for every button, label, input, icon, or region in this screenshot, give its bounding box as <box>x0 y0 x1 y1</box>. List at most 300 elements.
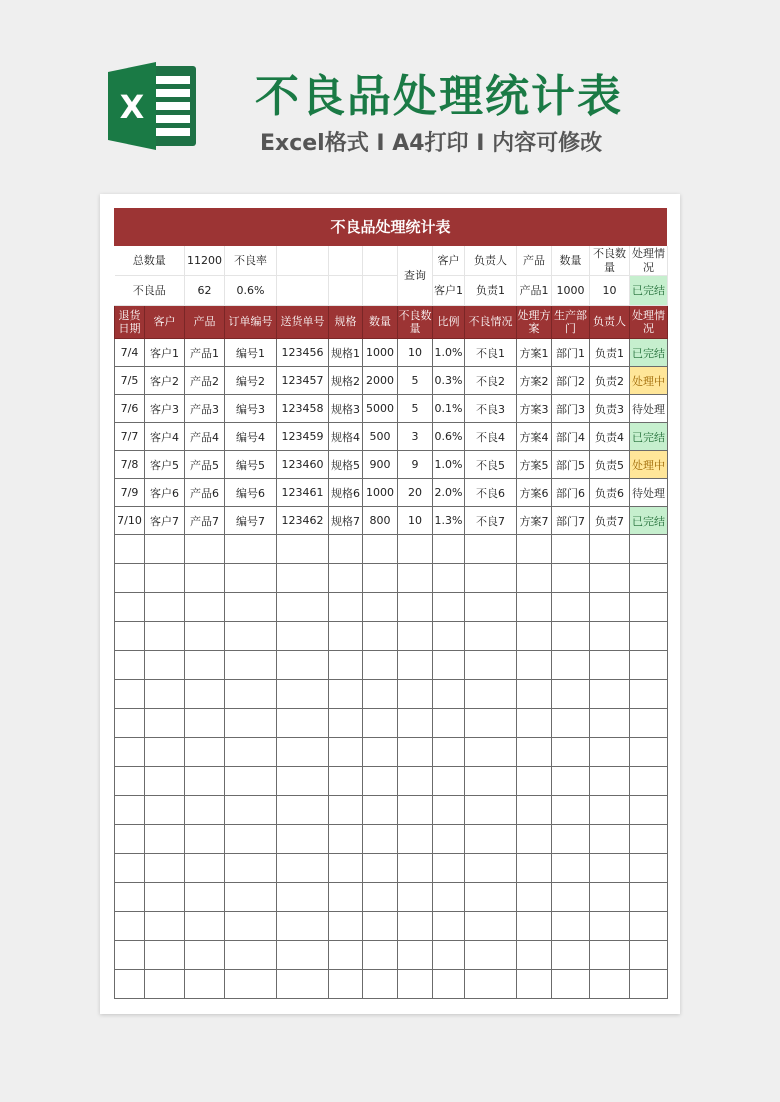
empty-cell[interactable] <box>363 767 398 796</box>
empty-cell[interactable] <box>225 796 277 825</box>
empty-cell[interactable] <box>465 593 517 622</box>
empty-cell[interactable] <box>145 564 185 593</box>
empty-cell[interactable] <box>277 941 329 970</box>
table-cell[interactable]: 规格3 <box>329 395 363 423</box>
empty-cell[interactable] <box>277 912 329 941</box>
empty-cell[interactable] <box>552 535 590 564</box>
empty-cell[interactable] <box>145 622 185 651</box>
empty-cell[interactable] <box>630 535 668 564</box>
empty-cell[interactable] <box>630 912 668 941</box>
empty-cell[interactable] <box>145 970 185 999</box>
empty-cell[interactable] <box>433 680 465 709</box>
empty-cell[interactable] <box>363 564 398 593</box>
empty-cell[interactable] <box>465 970 517 999</box>
empty-cell[interactable] <box>115 738 145 767</box>
empty-cell[interactable] <box>329 796 363 825</box>
table-cell[interactable]: 规格2 <box>329 367 363 395</box>
table-cell[interactable]: 方案6 <box>517 479 552 507</box>
empty-cell[interactable] <box>433 883 465 912</box>
table-cell[interactable]: 123462 <box>277 507 329 535</box>
empty-cell[interactable] <box>363 593 398 622</box>
empty-cell[interactable] <box>277 854 329 883</box>
empty-cell[interactable] <box>145 825 185 854</box>
empty-cell[interactable] <box>398 738 433 767</box>
empty-cell[interactable] <box>517 767 552 796</box>
empty-cell[interactable] <box>225 883 277 912</box>
table-cell[interactable]: 3 <box>398 423 433 451</box>
table-cell[interactable]: 不良5 <box>465 451 517 479</box>
empty-cell[interactable] <box>517 709 552 738</box>
table-cell[interactable]: 不良3 <box>465 395 517 423</box>
table-cell[interactable]: 2000 <box>363 367 398 395</box>
empty-cell[interactable] <box>630 593 668 622</box>
empty-cell[interactable] <box>517 651 552 680</box>
empty-cell[interactable] <box>398 970 433 999</box>
empty-cell[interactable] <box>277 796 329 825</box>
empty-cell[interactable] <box>225 941 277 970</box>
empty-cell[interactable] <box>398 622 433 651</box>
empty-cell[interactable] <box>433 941 465 970</box>
empty-cell[interactable] <box>552 680 590 709</box>
status-cell[interactable]: 待处理 <box>630 395 668 423</box>
empty-cell[interactable] <box>277 767 329 796</box>
empty-cell[interactable] <box>517 854 552 883</box>
empty-cell[interactable] <box>329 941 363 970</box>
summary-blank[interactable] <box>363 276 398 306</box>
empty-cell[interactable] <box>329 767 363 796</box>
table-cell[interactable]: 客户2 <box>145 367 185 395</box>
empty-cell[interactable] <box>465 622 517 651</box>
empty-cell[interactable] <box>363 651 398 680</box>
empty-cell[interactable] <box>590 767 630 796</box>
table-cell[interactable]: 部门1 <box>552 339 590 367</box>
table-cell[interactable]: 1.0% <box>433 339 465 367</box>
table-cell[interactable]: 5 <box>398 395 433 423</box>
empty-cell[interactable] <box>145 680 185 709</box>
empty-cell[interactable] <box>398 535 433 564</box>
empty-cell[interactable] <box>277 738 329 767</box>
empty-cell[interactable] <box>465 941 517 970</box>
table-cell[interactable]: 产品6 <box>185 479 225 507</box>
empty-cell[interactable] <box>225 564 277 593</box>
empty-cell[interactable] <box>185 622 225 651</box>
empty-cell[interactable] <box>225 622 277 651</box>
table-cell[interactable]: 产品5 <box>185 451 225 479</box>
empty-cell[interactable] <box>630 941 668 970</box>
table-cell[interactable]: 负责1 <box>590 339 630 367</box>
empty-cell[interactable] <box>277 622 329 651</box>
empty-cell[interactable] <box>465 854 517 883</box>
empty-cell[interactable] <box>398 564 433 593</box>
empty-cell[interactable] <box>185 651 225 680</box>
empty-cell[interactable] <box>433 970 465 999</box>
table-cell[interactable]: 10 <box>398 507 433 535</box>
table-cell[interactable]: 不良6 <box>465 479 517 507</box>
empty-cell[interactable] <box>590 796 630 825</box>
table-cell[interactable]: 123461 <box>277 479 329 507</box>
table-cell[interactable]: 7/8 <box>115 451 145 479</box>
empty-cell[interactable] <box>329 738 363 767</box>
empty-cell[interactable] <box>517 825 552 854</box>
empty-cell[interactable] <box>329 593 363 622</box>
empty-cell[interactable] <box>115 709 145 738</box>
empty-cell[interactable] <box>363 796 398 825</box>
empty-cell[interactable] <box>590 593 630 622</box>
table-cell[interactable]: 方案2 <box>517 367 552 395</box>
empty-cell[interactable] <box>277 651 329 680</box>
table-cell[interactable]: 方案5 <box>517 451 552 479</box>
table-cell[interactable]: 规格1 <box>329 339 363 367</box>
empty-cell[interactable] <box>277 593 329 622</box>
status-cell[interactable]: 已完结 <box>630 339 668 367</box>
empty-cell[interactable] <box>465 738 517 767</box>
empty-cell[interactable] <box>433 651 465 680</box>
empty-cell[interactable] <box>398 883 433 912</box>
empty-cell[interactable] <box>115 796 145 825</box>
status-cell[interactable]: 处理中 <box>630 367 668 395</box>
empty-cell[interactable] <box>115 622 145 651</box>
empty-cell[interactable] <box>465 883 517 912</box>
table-cell[interactable]: 1000 <box>363 339 398 367</box>
empty-cell[interactable] <box>630 970 668 999</box>
empty-cell[interactable] <box>517 796 552 825</box>
empty-cell[interactable] <box>465 796 517 825</box>
table-cell[interactable]: 部门6 <box>552 479 590 507</box>
table-cell[interactable]: 2.0% <box>433 479 465 507</box>
empty-cell[interactable] <box>433 564 465 593</box>
summary-blank[interactable] <box>329 276 363 306</box>
empty-cell[interactable] <box>630 796 668 825</box>
table-cell[interactable]: 7/6 <box>115 395 145 423</box>
empty-cell[interactable] <box>590 854 630 883</box>
empty-cell[interactable] <box>185 535 225 564</box>
empty-cell[interactable] <box>398 651 433 680</box>
empty-cell[interactable] <box>115 883 145 912</box>
status-cell[interactable]: 处理中 <box>630 451 668 479</box>
empty-cell[interactable] <box>398 941 433 970</box>
empty-cell[interactable] <box>630 709 668 738</box>
empty-cell[interactable] <box>398 854 433 883</box>
total-value[interactable]: 11200 <box>185 246 225 276</box>
table-cell[interactable]: 不良2 <box>465 367 517 395</box>
empty-cell[interactable] <box>433 738 465 767</box>
empty-cell[interactable] <box>115 564 145 593</box>
table-cell[interactable]: 不良1 <box>465 339 517 367</box>
empty-cell[interactable] <box>277 883 329 912</box>
query-product-value[interactable]: 产品1 <box>517 276 552 306</box>
table-cell[interactable]: 规格6 <box>329 479 363 507</box>
status-cell[interactable]: 待处理 <box>630 479 668 507</box>
table-cell[interactable]: 123456 <box>277 339 329 367</box>
status-cell[interactable]: 已完结 <box>630 507 668 535</box>
table-cell[interactable]: 7/5 <box>115 367 145 395</box>
empty-cell[interactable] <box>329 970 363 999</box>
empty-cell[interactable] <box>185 709 225 738</box>
empty-cell[interactable] <box>552 825 590 854</box>
empty-cell[interactable] <box>329 825 363 854</box>
table-cell[interactable]: 123460 <box>277 451 329 479</box>
table-cell[interactable]: 123458 <box>277 395 329 423</box>
empty-cell[interactable] <box>277 825 329 854</box>
empty-cell[interactable] <box>517 883 552 912</box>
empty-cell[interactable] <box>465 680 517 709</box>
empty-cell[interactable] <box>590 622 630 651</box>
empty-cell[interactable] <box>185 767 225 796</box>
table-cell[interactable]: 规格5 <box>329 451 363 479</box>
table-cell[interactable]: 负责2 <box>590 367 630 395</box>
table-cell[interactable]: 产品4 <box>185 423 225 451</box>
empty-cell[interactable] <box>225 854 277 883</box>
table-cell[interactable]: 9 <box>398 451 433 479</box>
empty-cell[interactable] <box>590 738 630 767</box>
empty-cell[interactable] <box>630 883 668 912</box>
empty-cell[interactable] <box>115 941 145 970</box>
empty-cell[interactable] <box>398 709 433 738</box>
table-cell[interactable]: 7/9 <box>115 479 145 507</box>
table-cell[interactable]: 0.6% <box>433 423 465 451</box>
empty-cell[interactable] <box>630 854 668 883</box>
empty-cell[interactable] <box>465 535 517 564</box>
empty-cell[interactable] <box>185 883 225 912</box>
empty-cell[interactable] <box>363 970 398 999</box>
empty-cell[interactable] <box>145 767 185 796</box>
empty-cell[interactable] <box>552 883 590 912</box>
empty-cell[interactable] <box>517 941 552 970</box>
empty-cell[interactable] <box>552 738 590 767</box>
empty-cell[interactable] <box>363 912 398 941</box>
table-cell[interactable]: 规格7 <box>329 507 363 535</box>
empty-cell[interactable] <box>433 709 465 738</box>
empty-cell[interactable] <box>590 680 630 709</box>
empty-cell[interactable] <box>590 912 630 941</box>
empty-cell[interactable] <box>517 593 552 622</box>
empty-cell[interactable] <box>185 854 225 883</box>
summary-blank[interactable] <box>329 246 363 276</box>
query-owner-value[interactable]: 负责1 <box>465 276 517 306</box>
empty-cell[interactable] <box>185 564 225 593</box>
table-cell[interactable]: 客户5 <box>145 451 185 479</box>
empty-cell[interactable] <box>363 622 398 651</box>
empty-cell[interactable] <box>433 912 465 941</box>
empty-cell[interactable] <box>552 970 590 999</box>
empty-cell[interactable] <box>398 593 433 622</box>
empty-cell[interactable] <box>277 970 329 999</box>
empty-cell[interactable] <box>185 680 225 709</box>
empty-cell[interactable] <box>433 535 465 564</box>
table-cell[interactable]: 7/7 <box>115 423 145 451</box>
empty-cell[interactable] <box>115 825 145 854</box>
empty-cell[interactable] <box>630 738 668 767</box>
empty-cell[interactable] <box>363 709 398 738</box>
empty-cell[interactable] <box>363 941 398 970</box>
table-cell[interactable]: 部门3 <box>552 395 590 423</box>
table-cell[interactable]: 0.1% <box>433 395 465 423</box>
empty-cell[interactable] <box>630 825 668 854</box>
query-qty-value[interactable]: 1000 <box>552 276 590 306</box>
table-cell[interactable]: 20 <box>398 479 433 507</box>
empty-cell[interactable] <box>329 883 363 912</box>
table-cell[interactable]: 编号4 <box>225 423 277 451</box>
table-cell[interactable]: 500 <box>363 423 398 451</box>
empty-cell[interactable] <box>630 564 668 593</box>
summary-blank[interactable] <box>277 246 329 276</box>
empty-cell[interactable] <box>552 941 590 970</box>
empty-cell[interactable] <box>329 680 363 709</box>
empty-cell[interactable] <box>115 854 145 883</box>
empty-cell[interactable] <box>517 680 552 709</box>
table-cell[interactable]: 方案4 <box>517 423 552 451</box>
empty-cell[interactable] <box>398 796 433 825</box>
empty-cell[interactable] <box>552 854 590 883</box>
empty-cell[interactable] <box>145 796 185 825</box>
empty-cell[interactable] <box>329 622 363 651</box>
table-cell[interactable]: 方案1 <box>517 339 552 367</box>
empty-cell[interactable] <box>225 680 277 709</box>
empty-cell[interactable] <box>145 709 185 738</box>
empty-cell[interactable] <box>552 709 590 738</box>
empty-cell[interactable] <box>363 535 398 564</box>
empty-cell[interactable] <box>225 535 277 564</box>
empty-cell[interactable] <box>329 912 363 941</box>
empty-cell[interactable] <box>590 941 630 970</box>
table-cell[interactable]: 负责3 <box>590 395 630 423</box>
empty-cell[interactable] <box>185 912 225 941</box>
empty-cell[interactable] <box>552 651 590 680</box>
empty-cell[interactable] <box>590 651 630 680</box>
query-status-value[interactable]: 已完结 <box>630 276 668 306</box>
table-cell[interactable]: 不良4 <box>465 423 517 451</box>
empty-cell[interactable] <box>185 825 225 854</box>
table-cell[interactable]: 负责6 <box>590 479 630 507</box>
empty-cell[interactable] <box>517 535 552 564</box>
empty-cell[interactable] <box>115 535 145 564</box>
table-cell[interactable]: 7/10 <box>115 507 145 535</box>
table-cell[interactable]: 编号1 <box>225 339 277 367</box>
table-cell[interactable]: 产品3 <box>185 395 225 423</box>
empty-cell[interactable] <box>115 651 145 680</box>
empty-cell[interactable] <box>398 680 433 709</box>
empty-cell[interactable] <box>185 796 225 825</box>
empty-cell[interactable] <box>517 622 552 651</box>
defect-value[interactable]: 62 <box>185 276 225 306</box>
table-cell[interactable]: 123459 <box>277 423 329 451</box>
table-cell[interactable]: 7/4 <box>115 339 145 367</box>
empty-cell[interactable] <box>185 970 225 999</box>
table-cell[interactable]: 0.3% <box>433 367 465 395</box>
empty-cell[interactable] <box>363 854 398 883</box>
empty-cell[interactable] <box>277 709 329 738</box>
table-cell[interactable]: 不良7 <box>465 507 517 535</box>
table-cell[interactable]: 编号2 <box>225 367 277 395</box>
empty-cell[interactable] <box>590 709 630 738</box>
empty-cell[interactable] <box>630 767 668 796</box>
empty-cell[interactable] <box>185 738 225 767</box>
query-defect-qty-value[interactable]: 10 <box>590 276 630 306</box>
table-cell[interactable]: 编号3 <box>225 395 277 423</box>
empty-cell[interactable] <box>552 767 590 796</box>
empty-cell[interactable] <box>145 651 185 680</box>
table-cell[interactable]: 负责4 <box>590 423 630 451</box>
empty-cell[interactable] <box>590 825 630 854</box>
empty-cell[interactable] <box>225 738 277 767</box>
empty-cell[interactable] <box>225 651 277 680</box>
empty-cell[interactable] <box>115 767 145 796</box>
table-cell[interactable]: 产品7 <box>185 507 225 535</box>
table-cell[interactable]: 部门2 <box>552 367 590 395</box>
empty-cell[interactable] <box>145 883 185 912</box>
empty-cell[interactable] <box>145 912 185 941</box>
empty-cell[interactable] <box>277 564 329 593</box>
empty-cell[interactable] <box>329 854 363 883</box>
summary-blank[interactable] <box>363 246 398 276</box>
table-cell[interactable]: 编号5 <box>225 451 277 479</box>
empty-cell[interactable] <box>225 825 277 854</box>
empty-cell[interactable] <box>465 651 517 680</box>
empty-cell[interactable] <box>552 912 590 941</box>
table-cell[interactable]: 5 <box>398 367 433 395</box>
table-cell[interactable]: 产品1 <box>185 339 225 367</box>
empty-cell[interactable] <box>225 709 277 738</box>
table-cell[interactable]: 负责7 <box>590 507 630 535</box>
empty-cell[interactable] <box>363 883 398 912</box>
empty-cell[interactable] <box>517 912 552 941</box>
table-cell[interactable]: 客户3 <box>145 395 185 423</box>
empty-cell[interactable] <box>465 709 517 738</box>
empty-cell[interactable] <box>552 564 590 593</box>
empty-cell[interactable] <box>145 854 185 883</box>
empty-cell[interactable] <box>433 854 465 883</box>
empty-cell[interactable] <box>630 622 668 651</box>
empty-cell[interactable] <box>465 912 517 941</box>
empty-cell[interactable] <box>517 970 552 999</box>
empty-cell[interactable] <box>225 970 277 999</box>
empty-cell[interactable] <box>145 535 185 564</box>
empty-cell[interactable] <box>398 767 433 796</box>
query-customer-select[interactable]: 客户1 <box>433 276 465 306</box>
empty-cell[interactable] <box>590 564 630 593</box>
empty-cell[interactable] <box>185 593 225 622</box>
empty-cell[interactable] <box>433 593 465 622</box>
empty-cell[interactable] <box>329 564 363 593</box>
table-cell[interactable]: 客户4 <box>145 423 185 451</box>
empty-cell[interactable] <box>433 796 465 825</box>
table-cell[interactable]: 部门7 <box>552 507 590 535</box>
table-cell[interactable]: 1.0% <box>433 451 465 479</box>
empty-cell[interactable] <box>590 535 630 564</box>
empty-cell[interactable] <box>115 593 145 622</box>
empty-cell[interactable] <box>363 680 398 709</box>
empty-cell[interactable] <box>552 622 590 651</box>
empty-cell[interactable] <box>590 970 630 999</box>
empty-cell[interactable] <box>433 767 465 796</box>
empty-cell[interactable] <box>329 535 363 564</box>
empty-cell[interactable] <box>115 912 145 941</box>
empty-cell[interactable] <box>115 970 145 999</box>
empty-cell[interactable] <box>145 738 185 767</box>
empty-cell[interactable] <box>465 767 517 796</box>
table-cell[interactable]: 编号6 <box>225 479 277 507</box>
empty-cell[interactable] <box>145 941 185 970</box>
empty-cell[interactable] <box>277 535 329 564</box>
empty-cell[interactable] <box>329 651 363 680</box>
empty-cell[interactable] <box>329 709 363 738</box>
empty-cell[interactable] <box>225 912 277 941</box>
table-cell[interactable]: 方案7 <box>517 507 552 535</box>
empty-cell[interactable] <box>433 825 465 854</box>
empty-cell[interactable] <box>363 825 398 854</box>
empty-cell[interactable] <box>115 680 145 709</box>
empty-cell[interactable] <box>433 622 465 651</box>
